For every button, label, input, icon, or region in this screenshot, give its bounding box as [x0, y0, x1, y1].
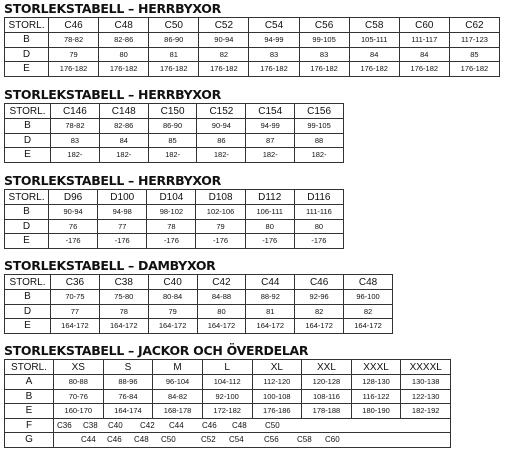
- measure-cell: 78-82: [51, 119, 100, 134]
- measure-cell: 85: [449, 47, 499, 62]
- measure-cell: 94-99: [246, 119, 295, 134]
- size-header-cell: C154: [246, 104, 295, 119]
- size-header-cell: C150: [148, 104, 197, 119]
- size-header-cell: C46: [49, 18, 99, 33]
- measure-cell: 88-92: [246, 290, 295, 305]
- table-row: [5, 304, 393, 319]
- measure-cell: 105-111: [349, 33, 399, 48]
- measure-cell: 96-104: [153, 375, 203, 390]
- measure-cell: 117-123: [449, 33, 499, 48]
- measure-cell: 160-170: [54, 404, 104, 419]
- measure-cell: 80: [294, 219, 343, 234]
- size-header-cell: C38: [99, 275, 148, 290]
- size-header-cell: C46: [295, 275, 344, 290]
- measure-cell: 70-76: [54, 389, 104, 404]
- row-label: E: [5, 148, 51, 163]
- size-header-cell: D108: [196, 190, 245, 205]
- table-row: [5, 62, 500, 77]
- size-header-cell: C52: [199, 18, 249, 33]
- row-label: G: [5, 433, 54, 448]
- size-label-header: STORL.: [5, 104, 51, 119]
- measure-cell: 164-172: [51, 319, 100, 334]
- measure-cell: 182-: [51, 148, 100, 163]
- measure-cell: 70-75: [51, 290, 100, 305]
- size-sequence-value: C48: [232, 420, 247, 430]
- measure-cell: 80-84: [148, 290, 197, 305]
- measure-cell: 164-172: [197, 319, 246, 334]
- measure-cell: -176: [49, 234, 98, 249]
- size-sequence-value: C54: [229, 435, 244, 444]
- measure-cell: 90-94: [49, 205, 98, 220]
- size-header-cell: C48: [99, 18, 149, 33]
- row-label: B: [5, 205, 49, 220]
- measure-cell: 182-192: [401, 404, 451, 419]
- measure-cell: 182-: [99, 148, 148, 163]
- size-label-header: STORL.: [5, 18, 49, 33]
- measure-cell: 182-: [148, 148, 197, 163]
- size-label-header: STORL.: [5, 360, 54, 375]
- measure-cell: -176: [196, 234, 245, 249]
- measure-cell: 168-178: [153, 404, 203, 419]
- measure-cell: 88-96: [103, 375, 153, 390]
- measure-cell: 84-88: [197, 290, 246, 305]
- measure-cell: 90-94: [197, 119, 246, 134]
- measure-cell: 182-: [295, 148, 344, 163]
- measure-cell: 86-90: [148, 119, 197, 134]
- table-row: [5, 290, 393, 305]
- table-row: [5, 205, 344, 220]
- section-title: STORLEKSTABELL – DAMBYXOR: [4, 258, 216, 273]
- size-sequence-value: C48: [134, 435, 149, 444]
- table-row: [5, 119, 344, 134]
- measure-cell: 86-90: [149, 33, 199, 48]
- size-header-cell: C40: [148, 275, 197, 290]
- measure-cell: 100-108: [252, 389, 302, 404]
- size-header-cell: C156: [295, 104, 344, 119]
- size-table-section-3: [4, 174, 344, 249]
- measure-cell: 84: [99, 133, 148, 148]
- size-header-cell: C50: [149, 18, 199, 33]
- header-row: [5, 360, 451, 375]
- measure-cell: -176: [98, 234, 147, 249]
- measure-cell: 92-100: [202, 389, 252, 404]
- size-sequence-value: C44: [169, 420, 184, 430]
- measure-cell: 84: [399, 47, 449, 62]
- measure-cell: -176: [147, 234, 196, 249]
- size-table-section-4: [4, 259, 393, 334]
- measure-cell: 80-88: [54, 375, 104, 390]
- row-label: D: [5, 47, 49, 62]
- size-sequence-value: C42: [140, 420, 155, 430]
- measure-cell: 116-122: [351, 389, 401, 404]
- measure-cell: 102-106: [196, 205, 245, 220]
- measure-cell: 77: [98, 219, 147, 234]
- measure-cell: 176-182: [249, 62, 299, 77]
- row-label: A: [5, 375, 54, 390]
- measure-cell: 77: [51, 304, 100, 319]
- size-header-cell: C42: [197, 275, 246, 290]
- row-label: E: [5, 62, 49, 77]
- size-sequence-value: C58: [297, 435, 312, 444]
- measure-cell: 164-172: [148, 319, 197, 334]
- measure-cell: 79: [196, 219, 245, 234]
- size-header-cell: C58: [349, 18, 399, 33]
- size-table: [4, 17, 500, 77]
- table-row: [5, 404, 451, 419]
- size-sequence-value: C46: [107, 435, 122, 444]
- measure-cell: 180-190: [351, 404, 401, 419]
- row-label: F: [5, 418, 54, 433]
- table-row: [5, 234, 344, 249]
- measure-cell: 90-94: [199, 33, 249, 48]
- measure-cell: 82: [199, 47, 249, 62]
- measure-cell: 164-172: [295, 319, 344, 334]
- measure-cell: 164-172: [246, 319, 295, 334]
- measure-cell: 83: [249, 47, 299, 62]
- measure-cell: 182-: [246, 148, 295, 163]
- measure-cell: 111-117: [399, 33, 449, 48]
- table-row: [5, 375, 451, 390]
- size-table-section-5: [4, 344, 451, 448]
- section-title: STORLEKSTABELL – HERRBYXOR: [4, 1, 221, 16]
- measure-cell: 84-82: [153, 389, 203, 404]
- row-label: B: [5, 389, 54, 404]
- size-table-section-2: [4, 88, 344, 163]
- measure-cell: 164-172: [344, 319, 393, 334]
- measure-cell: 176-186: [252, 404, 302, 419]
- size-table: [4, 359, 451, 448]
- row-label: E: [5, 404, 54, 419]
- size-sequence-value: C50: [265, 420, 280, 430]
- measure-cell: 81: [149, 47, 199, 62]
- measure-cell: 94-98: [98, 205, 147, 220]
- measure-cell: 82-86: [99, 33, 149, 48]
- table-row: [5, 133, 344, 148]
- size-sequence-cell: [54, 433, 451, 448]
- table-row: [5, 148, 344, 163]
- row-label: B: [5, 119, 51, 134]
- size-sequence-value: C50: [161, 435, 176, 444]
- size-sequence-value: C56: [264, 435, 279, 444]
- size-table: [4, 274, 393, 334]
- size-header-cell: C54: [249, 18, 299, 33]
- row-label: E: [5, 319, 51, 334]
- size-label-header: STORL.: [5, 190, 49, 205]
- measure-cell: 176-182: [99, 62, 149, 77]
- measure-cell: 78: [147, 219, 196, 234]
- size-header-cell: C56: [299, 18, 349, 33]
- size-header-cell: XXXXL: [401, 360, 451, 375]
- table-row: [5, 47, 500, 62]
- measure-cell: 79: [148, 304, 197, 319]
- size-table-section-1: [4, 2, 500, 77]
- measure-cell: 104-112: [202, 375, 252, 390]
- header-row: [5, 104, 344, 119]
- size-header-cell: S: [103, 360, 153, 375]
- measure-cell: 88: [295, 133, 344, 148]
- measure-cell: 108-116: [302, 389, 352, 404]
- measure-cell: 176-182: [49, 62, 99, 77]
- size-header-cell: L: [202, 360, 252, 375]
- measure-cell: 99-105: [299, 33, 349, 48]
- table-row: [5, 433, 451, 448]
- measure-cell: 111-116: [294, 205, 343, 220]
- size-sequence-cell: [54, 418, 451, 433]
- row-label: D: [5, 219, 49, 234]
- section-title: STORLEKSTABELL – HERRBYXOR: [4, 87, 221, 102]
- measure-cell: 164-174: [103, 404, 153, 419]
- header-row: [5, 190, 344, 205]
- measure-cell: 94-99: [249, 33, 299, 48]
- measure-cell: 79: [49, 47, 99, 62]
- size-sequence-value: C44: [81, 435, 96, 444]
- section-title: STORLEKSTABELL – HERRBYXOR: [4, 173, 221, 188]
- measure-cell: 128-130: [351, 375, 401, 390]
- measure-cell: 86: [197, 133, 246, 148]
- measure-cell: 130-138: [401, 375, 451, 390]
- section-title: STORLEKSTABELL – JACKOR OCH ÖVERDELAR: [4, 343, 309, 358]
- header-row: [5, 18, 500, 33]
- measure-cell: 76: [49, 219, 98, 234]
- size-header-cell: C146: [51, 104, 100, 119]
- measure-cell: -176: [245, 234, 294, 249]
- measure-cell: 83: [51, 133, 100, 148]
- size-label-header: STORL.: [5, 275, 51, 290]
- measure-cell: 120-128: [302, 375, 352, 390]
- measure-cell: 83: [299, 47, 349, 62]
- table-row: [5, 418, 451, 433]
- measure-cell: 76-84: [103, 389, 153, 404]
- size-header-cell: C44: [246, 275, 295, 290]
- measure-cell: 81: [246, 304, 295, 319]
- measure-cell: 82: [344, 304, 393, 319]
- size-sequence-value: C60: [325, 435, 340, 444]
- measure-cell: 82-86: [99, 119, 148, 134]
- size-header-cell: XS: [54, 360, 104, 375]
- size-header-cell: M: [153, 360, 203, 375]
- size-sequence-value: C52: [201, 435, 216, 444]
- measure-cell: 98-102: [147, 205, 196, 220]
- measure-cell: 75-80: [99, 290, 148, 305]
- measure-cell: 122-130: [401, 389, 451, 404]
- measure-cell: 106-111: [245, 205, 294, 220]
- size-sequence-value: C38: [83, 420, 98, 430]
- measure-cell: 78: [99, 304, 148, 319]
- row-label: B: [5, 290, 51, 305]
- size-table: [4, 189, 344, 249]
- size-header-cell: C152: [197, 104, 246, 119]
- size-header-cell: C60: [399, 18, 449, 33]
- header-row: [5, 275, 393, 290]
- size-header-cell: C36: [51, 275, 100, 290]
- size-header-cell: XL: [252, 360, 302, 375]
- size-header-cell: XXL: [302, 360, 352, 375]
- measure-cell: 78-82: [49, 33, 99, 48]
- measure-cell: 176-182: [149, 62, 199, 77]
- size-header-cell: D100: [98, 190, 147, 205]
- measure-cell: 176-182: [349, 62, 399, 77]
- measure-cell: 112-120: [252, 375, 302, 390]
- table-row: [5, 319, 393, 334]
- measure-cell: 176-182: [399, 62, 449, 77]
- row-label: B: [5, 33, 49, 48]
- measure-cell: 85: [148, 133, 197, 148]
- table-row: [5, 389, 451, 404]
- measure-cell: 178-188: [302, 404, 352, 419]
- size-sequence-value: C36: [57, 420, 72, 430]
- measure-cell: 176-182: [299, 62, 349, 77]
- table-row: [5, 33, 500, 48]
- measure-cell: 80: [245, 219, 294, 234]
- size-header-cell: D104: [147, 190, 196, 205]
- size-header-cell: D96: [49, 190, 98, 205]
- measure-cell: 176-182: [199, 62, 249, 77]
- row-label: D: [5, 133, 51, 148]
- size-table: [4, 103, 344, 163]
- measure-cell: 176-182: [449, 62, 499, 77]
- size-sequence-value: C40: [108, 420, 123, 430]
- size-header-cell: C148: [99, 104, 148, 119]
- size-header-cell: C62: [449, 18, 499, 33]
- measure-cell: 182-: [197, 148, 246, 163]
- size-header-cell: XXXL: [351, 360, 401, 375]
- measure-cell: 92-96: [295, 290, 344, 305]
- measure-cell: 164-172: [99, 319, 148, 334]
- size-sequence-value: C46: [202, 420, 217, 430]
- measure-cell: 80: [99, 47, 149, 62]
- row-label: E: [5, 234, 49, 249]
- size-header-cell: D112: [245, 190, 294, 205]
- measure-cell: 99-105: [295, 119, 344, 134]
- table-row: [5, 219, 344, 234]
- measure-cell: 82: [295, 304, 344, 319]
- size-header-cell: D116: [294, 190, 343, 205]
- size-header-cell: C48: [344, 275, 393, 290]
- measure-cell: 84: [349, 47, 399, 62]
- measure-cell: 96-100: [344, 290, 393, 305]
- measure-cell: 87: [246, 133, 295, 148]
- row-label: D: [5, 304, 51, 319]
- measure-cell: 80: [197, 304, 246, 319]
- measure-cell: 172-182: [202, 404, 252, 419]
- measure-cell: -176: [294, 234, 343, 249]
